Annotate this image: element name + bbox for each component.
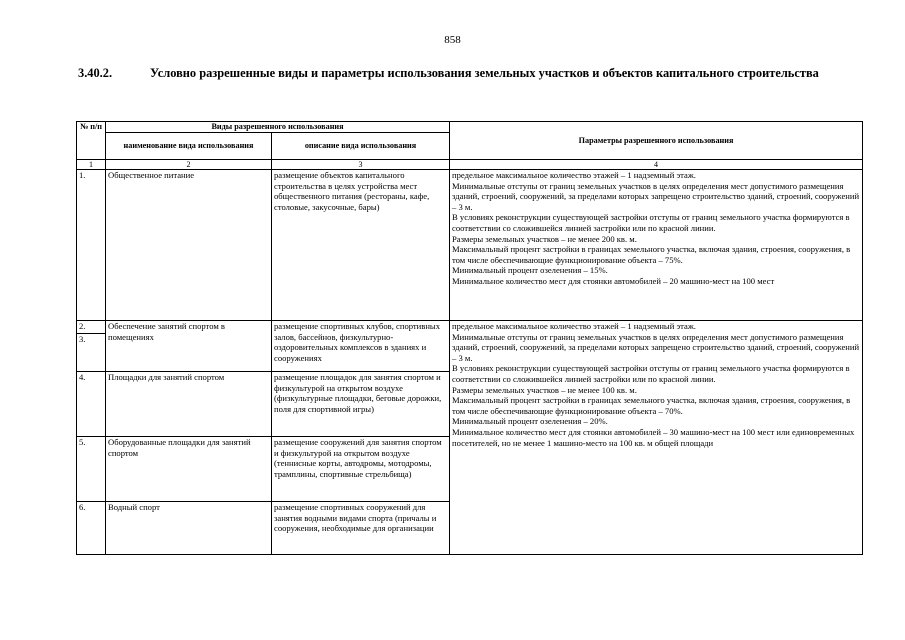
row-number-2: 2. — [77, 321, 105, 334]
row-use-name: Обеспечение занятий спортом в помещениях — [106, 321, 272, 372]
table-row — [77, 321, 863, 372]
row-params-group-1 — [450, 170, 863, 321]
column-index-cell: 4 — [450, 160, 863, 170]
param-line: Размеры земельных участков – не менее 200 кв. м. — [452, 233, 637, 244]
row-number: 1. — [77, 170, 106, 321]
column-index-cell: 2 — [106, 160, 272, 170]
row-use-name: Общественное питание — [106, 170, 272, 321]
param-line: Максимальный процент застройки в границах земельного участка, включая здания, строения, сооружения, в том числе обеспечивающие функционирование объекта – 75%. — [452, 244, 851, 265]
header-params: Параметры разрешенного использования — [450, 122, 863, 160]
section-heading — [78, 66, 862, 81]
row-number: 4. — [77, 372, 106, 437]
column-index-cell: 1 — [77, 160, 106, 170]
table-row — [77, 170, 863, 321]
param-line: Минимальное количество мест для стоянки автомобилей – 20 машино-мест на 100 мест — [452, 275, 775, 286]
column-index-row — [77, 160, 863, 170]
param-line: предельное максимальное количество этажей – 1 надземный этаж. — [452, 321, 696, 331]
header-name: наименование вида использования — [106, 133, 272, 160]
section-number: 3.40.2. — [78, 66, 113, 80]
param-line: В условиях реконструкции существующей застройки отступы от границ земельного участка формируются в соответствии со сложившейся линией застройки или по красной линии. — [452, 363, 850, 384]
param-line: предельное максимальное количество этажей – 1 надземный этаж. — [452, 170, 696, 180]
row-number-3: 3. — [79, 334, 86, 344]
page-number: 858 — [444, 34, 461, 46]
column-index-cell: 3 — [272, 160, 450, 170]
param-line: Размеры земельных участков – не менее 100 кв. м. — [452, 384, 637, 395]
header-use-group: Виды разрешенного использования — [106, 122, 450, 133]
row-use-description: размещение площадок для занятия спортом и физкультурой на открытом воздухе (физкультурные площадки, беговые дорожки, поля для спортивной игры) — [272, 372, 450, 437]
param-line: В условиях реконструкции существующей застройки отступы от границ земельного участка формируются в соответствии со сложившейся линией застройки или по красной линии. — [452, 212, 850, 233]
header-num: № п/п — [77, 122, 106, 160]
row-use-description: размещение спортивных клубов, спортивных залов, бассейнов, физкультурно-оздоровительных комплексов в зданиях и сооружениях — [272, 321, 450, 372]
header-description: описание вида использования — [272, 133, 450, 160]
row-params-group-2 — [450, 321, 863, 555]
header-row-1 — [77, 122, 863, 133]
row-number — [77, 321, 106, 372]
row-use-name: Оборудованные площадки для занятий спортом — [106, 437, 272, 502]
section-title: Условно разрешенные виды и параметры использования земельных участков и объектов капитального строительства — [150, 66, 819, 80]
permitted-use-table — [76, 121, 863, 555]
param-line: Минимальные отступы от границ земельных участков в целях определения мест допустимого размещения зданий, строений, сооружений, за пределами которых запрещено строительство зданий, строений, сооружений – 3 м. — [452, 331, 860, 363]
row-use-description: размещение объектов капитального строительства в целях устройства мест общественного питания (рестораны, кафе, столовые, закусочные, бары) — [272, 170, 450, 321]
param-line: Максимальный процент застройки в границах земельного участка, включая здания, строения, сооружения, в том числе обеспечивающие функционирование объекта – 70%. — [452, 395, 851, 416]
param-line: Минимальный процент озеленения – 20%. — [452, 416, 608, 427]
param-line: Минимальные отступы от границ земельных участков в целях определения мест допустимого размещения зданий, строений, сооружений, за пределами которых запрещено строительство зданий, строений, сооружений – 3 м. — [452, 180, 860, 212]
row-use-description: размещение сооружений для занятия спортом и физкультурой на открытом воздухе (теннисные корты, автодромы, мотодромы, трамплины, спортивные стрельбища) — [272, 437, 450, 502]
row-use-name: Площадки для занятий спортом — [106, 372, 272, 437]
param-line: Минимальное количество мест для стоянки автомобилей – 30 машино-мест на 100 мест или единовременных посетителей, но не менее 1 машино-место на 100 кв. м общей площади — [452, 426, 855, 448]
row-use-name: Водный спорт — [106, 502, 272, 555]
row-number: 6. — [77, 502, 106, 555]
param-line: Минимальный процент озеленения – 15%. — [452, 265, 608, 276]
row-number: 5. — [77, 437, 106, 502]
row-use-description: размещение спортивных сооружений для занятия водными видами спорта (причалы и сооружения, необходимые для организации — [272, 502, 450, 555]
